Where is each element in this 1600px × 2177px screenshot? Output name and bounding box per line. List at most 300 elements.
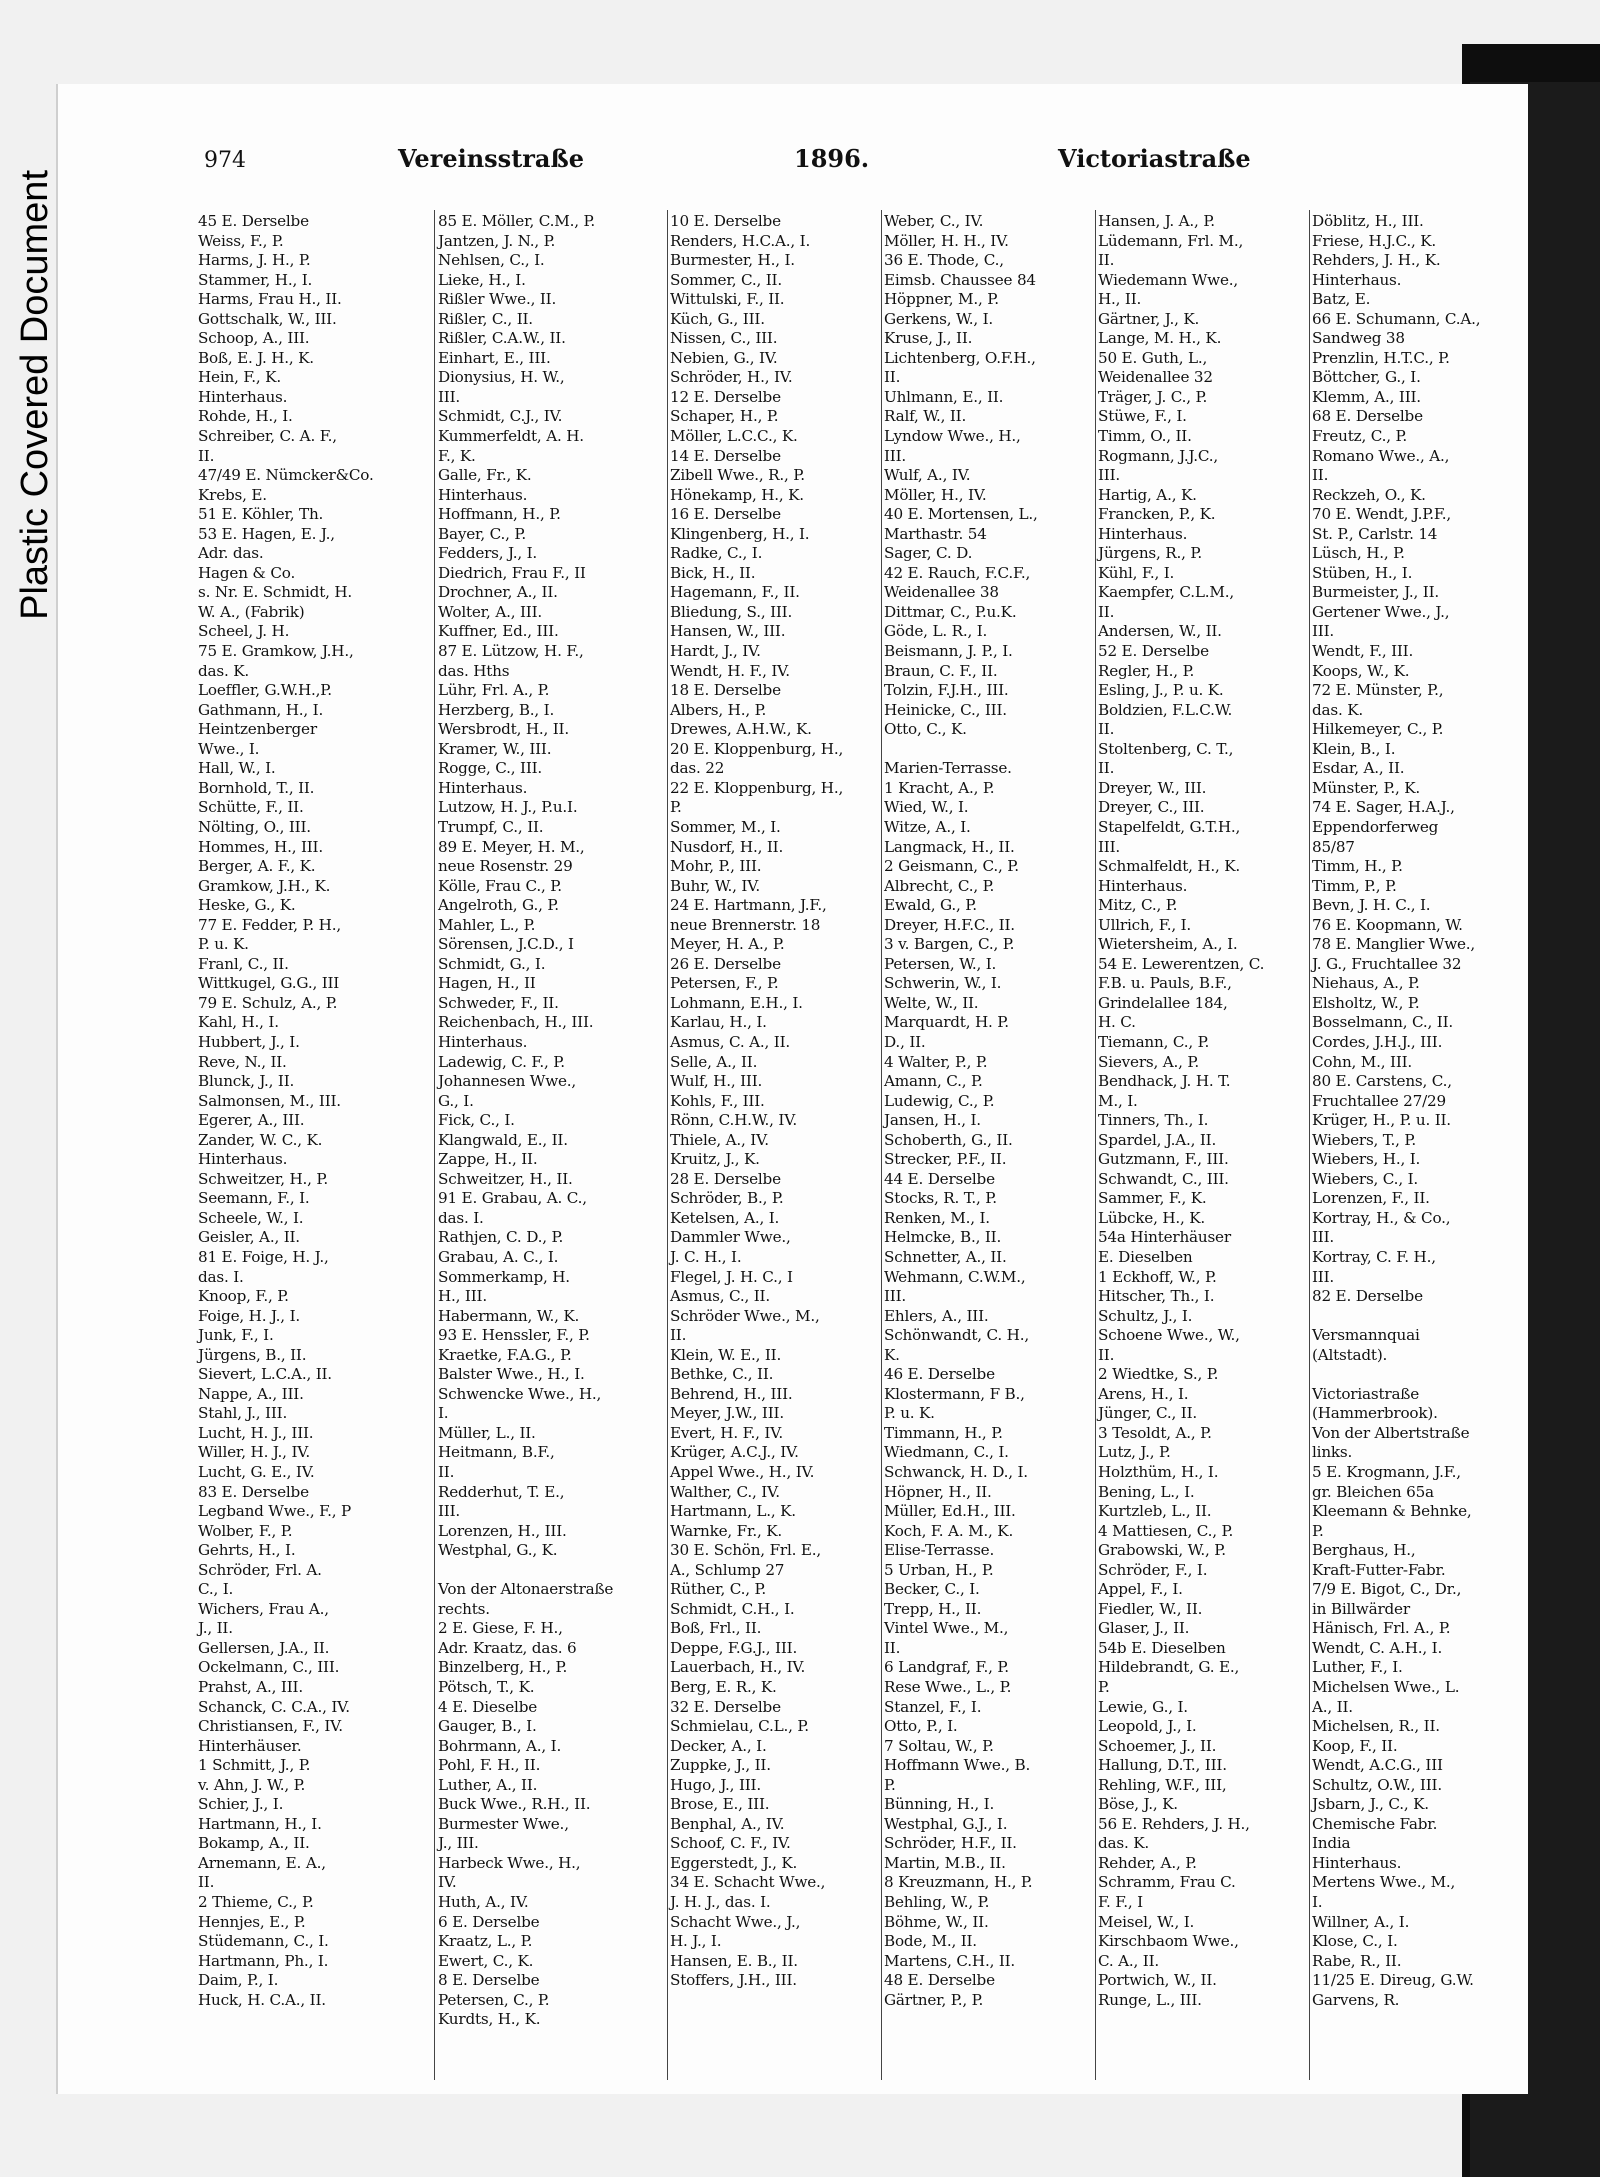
directory-entry-line: 82 E. Derselbe [1312, 1287, 1423, 1306]
directory-entry-line: Wiebers, T., P. [1312, 1130, 1416, 1149]
directory-entry-line: das. I. [438, 1208, 484, 1227]
directory-entry-line: 74 E. Sager, H.A.J., [1312, 798, 1455, 817]
directory-entry-line: Trepp, H., II. [884, 1599, 982, 1618]
directory-entry-line: Becker, C., I. [884, 1580, 980, 1599]
directory-entry-line: Harms, Frau H., II. [198, 290, 342, 309]
directory-entry-line: Jsbarn, J., C., K. [1312, 1795, 1429, 1814]
directory-entry-line: Schoene Wwe., W., [1098, 1326, 1240, 1345]
directory-entry-line: Portwich, W., II. [1098, 1971, 1217, 1990]
directory-entry-line: Gärtner, P., P. [884, 1990, 984, 2009]
directory-entry-line: Seemann, F., I. [198, 1189, 310, 1208]
directory-entry-line: Wehmann, C.W.M., [884, 1267, 1026, 1286]
directory-entry-line: Meisel, W., I. [1098, 1912, 1195, 1931]
directory-entry-line: 75 E. Gramkow, J.H., [198, 642, 354, 661]
directory-entry-line: Hartmann, Ph., I. [198, 1951, 329, 1970]
directory-entry-line: Brose, E., III. [670, 1795, 770, 1814]
directory-entry-line: Wendt, H. F., IV. [670, 661, 790, 680]
directory-entry-line: Schreiber, C. A. F., [198, 427, 337, 446]
directory-entry-line: Fedders, J., I. [438, 544, 538, 563]
directory-entry-line: Friese, H.J.C., K. [1312, 231, 1437, 250]
directory-entry-line: Mahler, L., P. [438, 915, 536, 934]
directory-entry-line: Schramm, Frau C. [1098, 1873, 1236, 1892]
directory-entry-line: Kuffner, Ed., III. [438, 622, 559, 641]
directory-entry-line: Boldzien, F.L.C.W. [1098, 700, 1233, 719]
directory-entry-line: Burmester, H., I. [670, 251, 795, 270]
directory-entry-line: 8 Kreuzmann, H., P. [884, 1873, 1033, 1892]
directory-entry-line: Welte, W., II. [884, 993, 979, 1012]
directory-entry-line: 4 Mattiesen, C., P. [1098, 1521, 1234, 1540]
directory-entry-line: Schoberth, G., II. [884, 1130, 1013, 1149]
directory-entry-line: Göde, L. R., I. [884, 622, 988, 641]
right-running-head: Victoriastraße [1058, 144, 1251, 173]
directory-entry-line: Bokamp, A., II. [198, 1834, 310, 1853]
directory-entry-line: Langmack, H., II. [884, 837, 1015, 856]
directory-entry-line: II. [1098, 759, 1115, 778]
directory-entry-line: Reichenbach, H., III. [438, 1013, 594, 1032]
directory-entry-line: Stanzel, F., I. [884, 1697, 982, 1716]
directory-entry-line: II. [670, 1326, 687, 1345]
directory-entry-line: Klose, C., I. [1312, 1932, 1398, 1951]
directory-entry-line: Wendt, A.C.G., III [1312, 1756, 1443, 1775]
directory-entry-line: Holzthüm, H., I. [1098, 1463, 1219, 1481]
directory-entry-line: Schwandt, C., III. [1098, 1169, 1229, 1188]
directory-entry-line: Kahl, H., I. [198, 1013, 279, 1032]
directory-entry-line: s. Nr. E. Schmidt, H. [198, 583, 353, 602]
directory-entry-line: Johannesen Wwe., [438, 1072, 577, 1091]
directory-entry-line: Hallung, D.T., III. [1098, 1756, 1227, 1775]
directory-entry-line: 83 E. Derselbe [198, 1482, 309, 1501]
directory-entry-line: II. [1098, 251, 1115, 270]
directory-entry-line: 50 E. Guth, L., [1098, 348, 1208, 367]
listing-column-5 [1098, 212, 1310, 2010]
directory-entry-line: Legband Wwe., F., P [198, 1502, 352, 1521]
directory-entry-line: Leopold, J., I. [1098, 1717, 1197, 1736]
directory-entry-line: C. A., II. [1098, 1951, 1160, 1970]
directory-entry-line: G., I. [438, 1091, 474, 1110]
directory-entry-line: A., II. [1312, 1697, 1353, 1716]
directory-entry-line: Adr. Kraatz, das. 6 [438, 1638, 577, 1657]
directory-entry-line: Eggerstedt, J., K. [670, 1853, 798, 1872]
directory-entry-line: III. [1312, 1267, 1335, 1286]
directory-entry-line: Tolzin, F.J.H., III. [884, 681, 1009, 700]
directory-entry-line: Bliedung, S., III. [670, 602, 793, 621]
directory-entry-line: Jansen, H., I. [884, 1111, 981, 1130]
directory-entry-line: Romano Wwe., A., [1312, 446, 1450, 465]
directory-entry-line: Berger, A. F., K. [198, 857, 316, 876]
directory-entry-line: 12 E. Derselbe [670, 387, 781, 406]
directory-entry-line: Pötsch, T., K. [438, 1678, 535, 1697]
directory-entry-line: Koops, W., K. [1312, 661, 1410, 680]
directory-entry-line: Heintzenberger [198, 720, 317, 739]
directory-entry-line: Strecker, P.F., II. [884, 1150, 1007, 1169]
directory-entry-line: Küch, G., III. [670, 309, 765, 328]
directory-entry-line [438, 1561, 666, 1581]
directory-entry-line: Buck Wwe., R.H., II. [438, 1795, 591, 1814]
directory-entry-line: Michelsen Wwe., L. [1312, 1678, 1460, 1697]
directory-entry-line: 78 E. Manglier Wwe., [1312, 935, 1476, 954]
directory-entry-line: Böse, J., K. [1098, 1795, 1178, 1814]
directory-entry-line: Grabau, A. C., I. [438, 1247, 559, 1266]
directory-entry-line: Schnetter, A., II. [884, 1247, 1007, 1266]
directory-entry-line: Träger, J. C., P. [1098, 387, 1208, 406]
directory-entry-line: Bayer, C., P. [438, 524, 526, 543]
directory-entry-line: das. K. [1312, 700, 1363, 719]
directory-entry-line: 18 E. Derselbe [670, 681, 781, 700]
directory-entry-line: Victoriastraße [1312, 1384, 1420, 1403]
directory-entry-line: Ewald, G., P. [884, 896, 977, 915]
directory-entry-line: Petersen, C., P. [438, 1990, 550, 2009]
directory-entry-line: Westphal, G.J., I. [884, 1814, 1008, 1833]
directory-entry-line: Münster, P., K. [1312, 778, 1421, 797]
column-rule [667, 210, 668, 2080]
directory-entry-line: Dreyer, H.F.C., II. [884, 915, 1015, 934]
directory-entry-line: Stoffers, J.H., III. [670, 1971, 797, 1990]
directory-entry-line: Decker, A., I. [670, 1736, 767, 1755]
directory-entry-line: Schier, J., I. [198, 1795, 284, 1814]
directory-entry-line: Wietersheim, A., I. [1098, 935, 1238, 954]
directory-entry-line: St. P., Carlstr. 14 [1312, 524, 1438, 543]
directory-entry-line [1312, 1307, 1526, 1327]
directory-entry-line: Schröder Wwe., M., [670, 1306, 820, 1325]
directory-entry-line: Weiss, F., P. [198, 231, 284, 250]
directory-entry-line: 26 E. Derselbe [670, 954, 781, 973]
directory-entry-line: in Billwärder [1312, 1599, 1410, 1618]
directory-entry-line: Runge, L., III. [1098, 1990, 1202, 2009]
directory-entry-line: Klangwald, E., II. [438, 1130, 568, 1149]
directory-entry-line: Hinterhaus. [1312, 1853, 1402, 1872]
directory-entry-line: Stapelfeldt, G.T.H., [1098, 817, 1241, 836]
directory-entry-line: II. [1312, 466, 1329, 485]
directory-entry-line: 16 E. Derselbe [670, 505, 781, 524]
directory-entry-line: Balster Wwe., H., I. [438, 1365, 585, 1384]
directory-entry-line: Sandweg 38 [1312, 329, 1405, 348]
directory-entry-line: Kraft-Futter-Fabr. [1312, 1560, 1446, 1579]
directory-entry-line: Schultz, O.W., III. [1312, 1775, 1442, 1794]
directory-entry-line: 2 Wiedtke, S., P. [1098, 1365, 1219, 1384]
directory-entry-line: 91 E. Grabau, A. C., [438, 1189, 587, 1208]
directory-entry-line: Lauerbach, H., IV. [670, 1658, 806, 1677]
directory-entry-line: Kaempfer, C.L.M., [1098, 583, 1234, 602]
directory-entry-line: Elsholtz, W., P. [1312, 993, 1420, 1012]
directory-entry-line: Bening, L., I. [1098, 1482, 1195, 1501]
directory-entry-line: II. [884, 1638, 901, 1657]
directory-entry-line: Lohmann, E.H., I. [670, 993, 803, 1012]
directory-entry-line: 2 Geismann, C., P. [884, 857, 1019, 876]
directory-entry-line: Adr. das. [198, 544, 264, 563]
directory-entry-line: Hoffmann Wwe., B. [884, 1756, 1031, 1775]
directory-entry-line: Wiedemann Wwe., [1098, 270, 1238, 289]
directory-entry-line: 46 E. Derselbe [884, 1365, 995, 1384]
directory-entry-line: I. [1312, 1893, 1323, 1912]
directory-entry-line: Amann, C., P. [884, 1072, 983, 1091]
directory-entry-line: Schmielau, C.L., P. [670, 1717, 809, 1736]
directory-entry-line: 85 E. Möller, C.M., P. [438, 212, 596, 230]
directory-entry-line: 8 E. Derselbe [438, 1971, 540, 1990]
directory-entry-line: Möller, L.C.C., K. [670, 427, 798, 446]
directory-entry-line: Selle, A., II. [670, 1052, 758, 1071]
directory-entry-line: 7/9 E. Bigot, C., Dr., [1312, 1580, 1462, 1599]
directory-entry-line: 68 E. Derselbe [1312, 407, 1423, 426]
directory-entry-line: Glaser, J., II. [1098, 1619, 1190, 1638]
directory-entry-line: Versmannquai [1312, 1326, 1420, 1345]
directory-entry-line: Hommes, H., III. [198, 837, 323, 856]
listing-column-4 [884, 212, 1096, 2010]
directory-entry-line: Wendt, F., III. [1312, 642, 1414, 661]
directory-entry-line: Schmalfeldt, H., K. [1098, 857, 1241, 876]
directory-entry-line: Weidenallee 38 [884, 583, 999, 602]
directory-entry-line: Freutz, C., P. [1312, 427, 1408, 446]
directory-entry-line: Sörensen, J.C.D., I [438, 935, 574, 954]
directory-entry-line: Schröder, Frl. A. [198, 1560, 322, 1579]
directory-entry-line: Lorenzen, H., III. [438, 1521, 567, 1540]
directory-entry-line: Prahst, A., III. [198, 1678, 303, 1697]
directory-entry-line: Jürgens, R., P. [1098, 544, 1202, 563]
directory-entry-line: Ludewig, C., P. [884, 1091, 995, 1110]
directory-entry-line: Hartig, A., K. [1098, 485, 1197, 504]
directory-entry-line: Martin, M.B., II. [884, 1853, 1006, 1872]
directory-entry-line: Schmidt, G., I. [438, 954, 546, 973]
directory-entry-line: Schultz, J., I. [1098, 1306, 1193, 1325]
directory-entry-line: Renders, H.C.A., I. [670, 231, 811, 250]
directory-entry-line: Gathmann, H., I. [198, 700, 324, 719]
directory-entry-line: Jürgens, B., II. [198, 1345, 307, 1364]
directory-entry-line: Esling, J., P. u. K. [1098, 681, 1224, 700]
directory-entry-line: Andersen, W., II. [1098, 622, 1222, 641]
directory-entry-line: Dammler Wwe., [670, 1228, 791, 1247]
directory-entry-line: Hansen, E. B., II. [670, 1951, 798, 1970]
directory-entry-line: Nappe, A., III. [198, 1384, 304, 1403]
directory-entry-line: Daim, P., I. [198, 1971, 279, 1990]
page-header [58, 144, 1528, 184]
directory-entry-line: Chemische Fabr. [1312, 1814, 1438, 1833]
directory-entry-line: Rißler, C., II. [438, 309, 533, 328]
directory-entry-line: 2 Thieme, C., P. [198, 1893, 314, 1912]
directory-entry-line: Bosselmann, C., II. [1312, 1013, 1453, 1032]
directory-entry-line: Sommer, C., II. [670, 270, 782, 289]
directory-entry-line: Hagen, H., II [438, 974, 536, 993]
directory-entry-line: Böttcher, G., I. [1312, 368, 1421, 387]
directory-entry-line: Witze, A., I. [884, 817, 971, 836]
directory-entry-line: P. u. K. [884, 1404, 935, 1423]
document-label: Plastic Covered Document [14, 170, 56, 620]
directory-entry-line: Loeffler, G.W.H.,P. [198, 681, 332, 700]
directory-entry-line: Hein, F., K. [198, 368, 281, 387]
directory-entry-line: Reve, N., II. [198, 1052, 287, 1071]
directory-entry-line: W. A., (Fabrik) [198, 602, 305, 621]
directory-entry-line: Hitscher, Th., I. [1098, 1287, 1215, 1306]
directory-entry-line: Hinterhaus. [1312, 270, 1402, 289]
directory-entry-line: III. [884, 1287, 907, 1306]
directory-entry-line: Radke, C., I. [670, 544, 763, 563]
directory-entry-line: 54b E. Dieselben [1098, 1638, 1226, 1657]
directory-entry-line: 42 E. Rauch, F.C.F., [884, 563, 1031, 582]
directory-entry-line: Wersbrodt, H., II. [438, 720, 569, 739]
directory-entry-line: das. I. [198, 1267, 244, 1286]
directory-entry-line: 72 E. Münster, P., [1312, 681, 1444, 700]
directory-entry-line: Heinicke, C., III. [884, 700, 1007, 719]
directory-entry-line: Eimsb. Chaussee 84 [884, 270, 1036, 289]
directory-entry-line: E. Dieselben [1098, 1247, 1193, 1266]
directory-entry-line: neue Rosenstr. 29 [438, 857, 573, 876]
directory-entry-line: Berg, E. R., K. [670, 1678, 777, 1697]
directory-entry-line: Hildebrandt, G. E., [1098, 1658, 1240, 1677]
directory-entry-line: das. 22 [670, 759, 725, 778]
directory-entry-line: Behrend, H., III. [670, 1384, 793, 1403]
directory-entry-line: III. [1312, 1228, 1335, 1247]
directory-entry-line: Warnke, Fr., K. [670, 1521, 783, 1540]
directory-entry-line: Reckzeh, O., K. [1312, 485, 1426, 504]
directory-entry-line: Schwanck, H. D., I. [884, 1463, 1028, 1481]
directory-entry-line: 52 E. Derselbe [1098, 642, 1209, 661]
directory-entry-line: 32 E. Derselbe [670, 1697, 781, 1716]
directory-entry-line: J., II. [198, 1619, 233, 1638]
directory-entry-line: Gärtner, J., K. [1098, 309, 1200, 328]
directory-entry-line: III. [438, 387, 461, 406]
directory-entry-line: Klein, B., I. [1312, 739, 1396, 758]
directory-entry-line: Gottschalk, W., III. [198, 309, 337, 328]
directory-entry-line: 47/49 E. Nümcker&Co. [198, 466, 374, 485]
directory-entry-line: Galle, Fr., K. [438, 466, 532, 485]
directory-entry-line: Lorenzen, F., II. [1312, 1189, 1430, 1208]
directory-entry-line: Willner, A., I. [1312, 1912, 1410, 1931]
directory-entry-line: Scheel, J. H. [198, 622, 290, 641]
directory-entry-line: Hinterhaus. [438, 485, 528, 504]
directory-entry-line: Gellersen, J.A., II. [198, 1638, 330, 1657]
directory-entry-line: P. [670, 798, 682, 817]
directory-entry-line: Fiedler, W., II. [1098, 1599, 1203, 1618]
directory-entry-line: Kruitz, J., K. [670, 1150, 760, 1169]
directory-entry-line: Schröder, H.F., II. [884, 1834, 1017, 1853]
directory-entry-line: 70 E. Wendt, J.P.F., [1312, 505, 1452, 524]
directory-entry-line: Böhme, W., II. [884, 1912, 989, 1931]
directory-entry-line: 5 Urban, H., P. [884, 1560, 994, 1579]
directory-entry-line: Hagemann, F., II. [670, 583, 800, 602]
directory-entry-line: H. C. [1098, 1013, 1136, 1032]
directory-entry-line: Schoop, A., III. [198, 329, 310, 348]
directory-entry-line: 22 E. Kloppenburg, H., [670, 778, 844, 797]
directory-entry-line: H. J., I. [670, 1932, 722, 1951]
directory-entry-line: Timmann, H., P. [884, 1423, 1003, 1442]
directory-entry-line: 30 E. Schön, Frl. E., [670, 1541, 822, 1560]
directory-entry-line: Boß, E. J. H., K. [198, 348, 314, 367]
directory-entry-line: Regler, H., P. [1098, 661, 1195, 680]
directory-entry-line: Wwe., I. [198, 739, 260, 758]
directory-entry-line: Schaper, H., P. [670, 407, 779, 426]
listing-column-2 [438, 212, 666, 2030]
directory-entry-line: Benphal, A., IV. [670, 1814, 785, 1833]
directory-entry-line: Herzberg, B., I. [438, 700, 555, 719]
directory-entry-line: Deppe, F.G.J., III. [670, 1638, 798, 1657]
directory-entry-line: Stüdemann, C., I. [198, 1932, 329, 1951]
directory-entry-line: 6 Landgraf, F., P. [884, 1658, 1009, 1677]
directory-entry-line: II. [1098, 602, 1115, 621]
directory-entry-line: Burmeister, J., II. [1312, 583, 1439, 602]
directory-entry-line: P. u. K. [198, 935, 249, 954]
directory-entry-line: Hansen, W., III. [670, 622, 786, 641]
directory-page [56, 84, 1528, 2094]
directory-entry-line: Hubbert, J., I. [198, 1032, 300, 1051]
directory-entry-line: Krüger, H., P. u. II. [1312, 1111, 1451, 1130]
directory-entry-line: Kohls, F., III. [670, 1091, 765, 1110]
directory-entry-line: Wolber, F., P. [198, 1521, 293, 1540]
directory-entry-line: Wittulski, F., II. [670, 290, 785, 309]
directory-entry-line: Gertener Wwe., J., [1312, 602, 1450, 621]
directory-entry-line: A., Schlump 27 [670, 1560, 785, 1579]
directory-entry-line: III. [1312, 622, 1335, 641]
directory-entry-line: Hagen & Co. [198, 563, 296, 582]
directory-entry-line: Stüben, H., I. [1312, 563, 1413, 582]
directory-entry-line: 77 E. Fedder, P. H., [198, 915, 341, 934]
directory-entry-line: P. [884, 1775, 896, 1794]
directory-entry-line: Zibell Wwe., R., P. [670, 466, 805, 485]
directory-entry-line: 66 E. Schumann, C.A., [1312, 309, 1481, 328]
directory-entry-line: Kummerfeldt, A. H. [438, 427, 584, 446]
directory-entry-line: Hinterhaus. [438, 778, 528, 797]
directory-entry-line: Zuppke, J., II. [670, 1756, 771, 1775]
directory-entry-line: P. [1098, 1678, 1110, 1697]
directory-entry-line: Rißler Wwe., II. [438, 290, 557, 309]
directory-entry-line: Gutzmann, F., III. [1098, 1150, 1229, 1169]
directory-entry-line: Sievers, A., P. [1098, 1052, 1199, 1071]
directory-entry-line: Nebien, G., IV. [670, 348, 778, 367]
directory-entry-line: II. [1098, 1345, 1115, 1364]
directory-entry-line: Karlau, H., I. [670, 1013, 767, 1032]
directory-entry-line: links. [1312, 1443, 1353, 1462]
directory-entry-line: Huck, H. C.A., II. [198, 1990, 326, 2009]
directory-entry-line: Krüger, A.C.J., IV. [670, 1443, 799, 1462]
directory-entry-line: Jantzen, J. N., P. [438, 231, 556, 250]
directory-entry-line: Höpner, H., II. [884, 1482, 992, 1501]
directory-entry-line: Schanck, C. C.A., IV. [198, 1697, 350, 1716]
directory-entry-line: das. Hths [438, 661, 510, 680]
directory-entry-line: M., I. [1098, 1091, 1138, 1110]
directory-entry-line: Schweitzer, H., P. [198, 1169, 328, 1188]
directory-entry-line: Scheele, W., I. [198, 1208, 304, 1227]
directory-entry-line: Westphal, G., K. [438, 1541, 558, 1560]
directory-entry-line: Möller, H. H., IV. [884, 231, 1009, 250]
directory-entry-line: Sommerkamp, H. [438, 1267, 570, 1286]
directory-entry-line: Schwencke Wwe., H., [438, 1384, 602, 1403]
directory-entry-line: Wichers, Frau A., [198, 1599, 329, 1618]
directory-entry-line: (Altstadt). [1312, 1345, 1388, 1364]
directory-entry-line: Hönekamp, H., K. [670, 485, 804, 504]
listing-column-6 [1312, 212, 1526, 2010]
directory-entry-line: Tiemann, C., P. [1098, 1032, 1210, 1051]
directory-entry-line: Rohde, H., I. [198, 407, 293, 426]
directory-entry-line: Stahl, J., III. [198, 1404, 288, 1423]
directory-entry-line: II. [198, 1873, 215, 1892]
directory-entry-line: Habermann, W., K. [438, 1306, 580, 1325]
directory-entry-line: Kraetke, F.A.G., P. [438, 1345, 572, 1364]
directory-entry-line: Rönn, C.H.W., IV. [670, 1111, 797, 1130]
directory-entry-line: Salmonsen, M., III. [198, 1091, 341, 1110]
directory-entry-line: P. [1312, 1521, 1324, 1540]
directory-entry-line: Michelsen, R., II. [1312, 1717, 1440, 1736]
directory-entry-line: Schmidt, C.J., IV. [438, 407, 563, 426]
directory-entry-line: Helmcke, B., II. [884, 1228, 1002, 1247]
directory-entry-line: 89 E. Meyer, H. M., [438, 837, 585, 856]
directory-entry-line: Lübcke, H., K. [1098, 1208, 1206, 1227]
directory-entry-line: Bevn, J. H. C., I. [1312, 896, 1431, 915]
directory-entry-line: Trumpf, C., II. [438, 817, 544, 836]
directory-entry-line: Müller, Ed.H., III. [884, 1502, 1016, 1521]
directory-entry-line: Timm, O., II. [1098, 427, 1192, 446]
directory-entry-line: Sager, C. D. [884, 544, 973, 563]
directory-entry-line: Walther, C., IV. [670, 1482, 780, 1501]
directory-entry-line: Kühl, F., I. [1098, 563, 1175, 582]
directory-entry-line: Nehlsen, C., I. [438, 251, 545, 270]
directory-entry-line [1312, 1365, 1526, 1385]
